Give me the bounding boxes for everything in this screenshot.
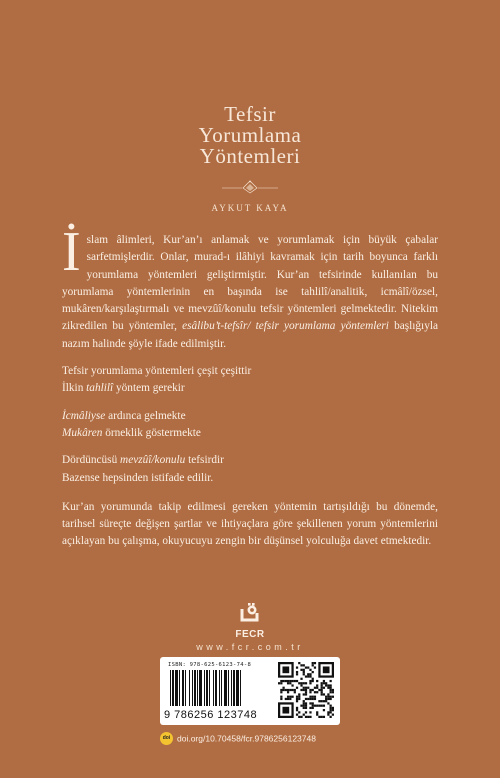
doi-link[interactable] [160, 732, 370, 746]
barcode-panel [160, 657, 340, 725]
title-line-3: Yöntemleri [199, 144, 301, 168]
intro-text-end: başlığıyla nazım halinde şöyle ifade edilmiştir. [62, 320, 438, 350]
intro-text: slam âlimleri, Kur’an’ı anlamak ve yorumlamak için büyük çabalar sarfetmişlerdir. Onlar, murad-ı ilâhiyi kavramak için tarih boyunca farklı yorumlama yöntemleri geliştirmiştir. Kur’an tefsirinde kullanılan bu yorumlama yöntemlerinin en başında ise tahlilî/analitik, icmâlî/özsel, mukâren/karşılaştırmalı ve mevzûî/konulu tefsir yöntemleri gelmektedir. Nitekim zikredilen bu yöntemler, [62, 234, 438, 333]
barcode [168, 670, 272, 708]
ean-digits: 9 786256 123748 [164, 709, 258, 721]
cover-title-block [0, 104, 500, 213]
publisher-mark-icon [239, 603, 261, 623]
verse-line: Mukâren örneklik göstermekte [62, 426, 201, 439]
back-cover-blurb [62, 221, 438, 551]
isbn-label: ISBN: 978-625-6123-74-8 [168, 662, 252, 668]
publisher-name: FECR [235, 629, 265, 640]
intro-paragraph [62, 221, 438, 353]
publisher-logo [0, 603, 500, 640]
drop-cap: İ [62, 221, 81, 283]
title-line-2: Yorumlama [198, 123, 302, 147]
verse-stanza-3 [62, 452, 438, 487]
verse-stanza-2 [62, 408, 438, 443]
doi-badge-icon: doi [160, 732, 173, 745]
verse-stanza-1 [62, 363, 438, 398]
closing-paragraph: Kur’an yorumunda takip edilmesi gereken yöntemin tartışıldığı bu dönemde, tarihsel süreçte değişen şartlar ve ihtiyaçlara göre şekillenen yorum yöntemlerini açıklayan bu çalışma, okuyucuyu zengin bir düşünsel yolculuğa davet etmektedir. [62, 500, 438, 548]
publisher-website: www.fcr.com.tr [196, 642, 304, 652]
verse-line: İcmâliyse ardınca gelmekte [62, 409, 186, 422]
verse-line: Bazense hepsinden istifade edilir. [62, 471, 214, 484]
verse-line: Tefsir yorumlama yöntemleri çeşit çeşittir [62, 365, 252, 378]
doi-url: doi.org/10.70458/fcr.9786256123748 [177, 733, 316, 744]
ornament-icon [220, 180, 280, 194]
verse-line: Dördüncüsü mevzûî/konulu tefsirdir [62, 454, 224, 467]
title-line-1: Tefsir [224, 102, 276, 126]
qr-code [278, 662, 334, 720]
author-name: AYKUT KAYA [211, 203, 289, 213]
intro-italic: esâlibu’t-tefsîr/ tefsir yorumlama yöntemleri [182, 320, 389, 333]
verse-line: İlkin tahlilî yöntem gerekir [62, 382, 185, 395]
